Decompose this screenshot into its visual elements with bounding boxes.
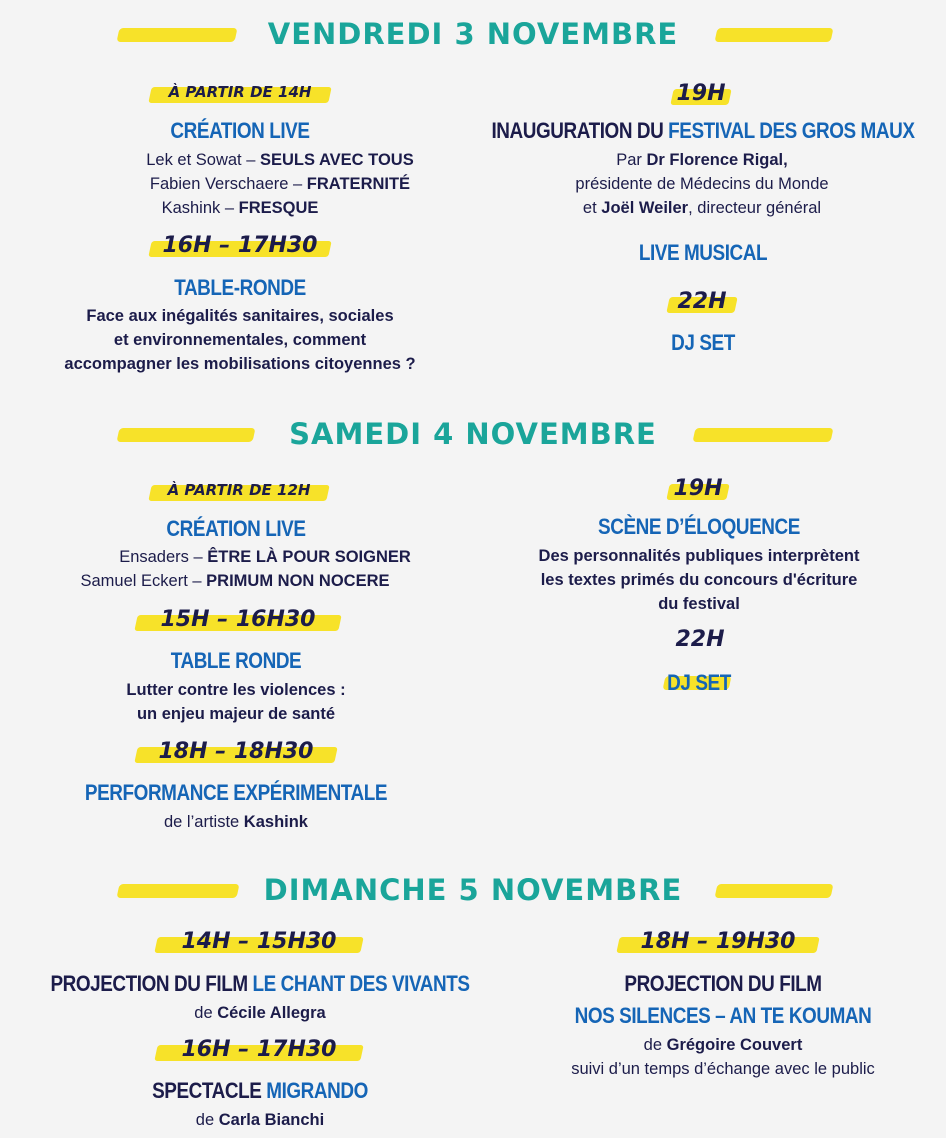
time-label: 22H [668, 288, 736, 316]
time-label: À PARTIR DE 14H [150, 78, 330, 106]
artist-line: Fabien Verschaere – FRATERNITÉ [149, 175, 411, 193]
event-title: PERFORMANCE EXPÉRIMENTALE [84, 780, 388, 805]
artist-line: Samuel Eckert – PRIMUM NON NOCERE [80, 572, 390, 590]
description-line: Face aux inégalités sanitaires, sociales [86, 307, 394, 325]
day-header-sunday [0, 872, 946, 908]
director-line: de Grégoire Couvert [643, 1036, 803, 1054]
time-label: 16H – 17H30 [156, 1036, 362, 1064]
speaker-line: Par Dr Florence Rigal, [616, 151, 788, 169]
event-title: SCÈNE D’ÉLOQUENCE [598, 514, 800, 539]
day-title: SAMEDI 4 NOVEMBRE [289, 417, 657, 451]
event-title: PROJECTION DU FILM LE CHANT DES VIVANTS [50, 971, 470, 996]
artist-line: Lek et Sowat – SEULS AVEC TOUS [146, 151, 414, 169]
time-label: 18H – 19H30 [618, 928, 818, 956]
performer-line: de l’artiste Kashink [164, 813, 308, 831]
description-line: un enjeu majeur de santé [136, 705, 336, 723]
event-title: INAUGURATION DU FESTIVAL DES GROS MAUX [491, 118, 915, 143]
event-title: CRÉATION LIVE [166, 516, 306, 541]
time-label: 19H [668, 475, 728, 503]
description-line: les textes primés du concours d'écriture [540, 571, 858, 589]
time-label: 22H [675, 627, 725, 652]
time-label: À PARTIR DE 12H [150, 476, 328, 504]
description-line: et environnementales, comment [113, 331, 367, 349]
day-title: VENDREDI 3 NOVEMBRE [267, 17, 679, 51]
director-line: de Cécile Allegra [194, 1004, 326, 1022]
artist-line: Kashink – FRESQUE [161, 199, 319, 217]
description-line: Des personnalités publiques interprètent [538, 547, 860, 565]
day-header-saturday [0, 416, 946, 452]
day-title: DIMANCHE 5 NOVEMBRE [263, 873, 683, 907]
description-line: suivi d’un temps d’échange avec le public [571, 1060, 875, 1078]
event-title: NOS SILENCES – AN TE KOUMAN [574, 1003, 872, 1028]
time-label: 14H – 15H30 [156, 928, 362, 956]
speaker-line: et Joël Weiler, directeur général [582, 199, 822, 217]
event-title: SPECTACLE MIGRANDO [152, 1078, 368, 1103]
time-label: 16H – 17H30 [150, 232, 330, 260]
speaker-line: présidente de Médecins du Monde [575, 175, 829, 193]
event-title: DJ SET [667, 670, 731, 695]
event-title: TABLE RONDE [170, 648, 302, 673]
director-line: de Carla Bianchi [195, 1111, 325, 1129]
time-label: 18H – 18H30 [136, 738, 336, 766]
day-header-friday [0, 16, 946, 52]
event-title: LIVE MUSICAL [638, 240, 768, 265]
time-label: 15H – 16H30 [136, 606, 340, 634]
event-title: PROJECTION DU FILM [624, 971, 822, 996]
description-line: accompagner les mobilisations citoyennes ? [64, 355, 416, 373]
description-line: Lutter contre les violences : [126, 681, 346, 699]
description-line: du festival [658, 595, 740, 613]
artist-line: Ensaders – ÊTRE LÀ POUR SOIGNER [119, 548, 411, 566]
event-title: TABLE-RONDE [174, 275, 306, 300]
event-title: CRÉATION LIVE [170, 118, 310, 143]
time-label: 19H [672, 80, 730, 108]
event-title: DJ SET [671, 330, 735, 355]
